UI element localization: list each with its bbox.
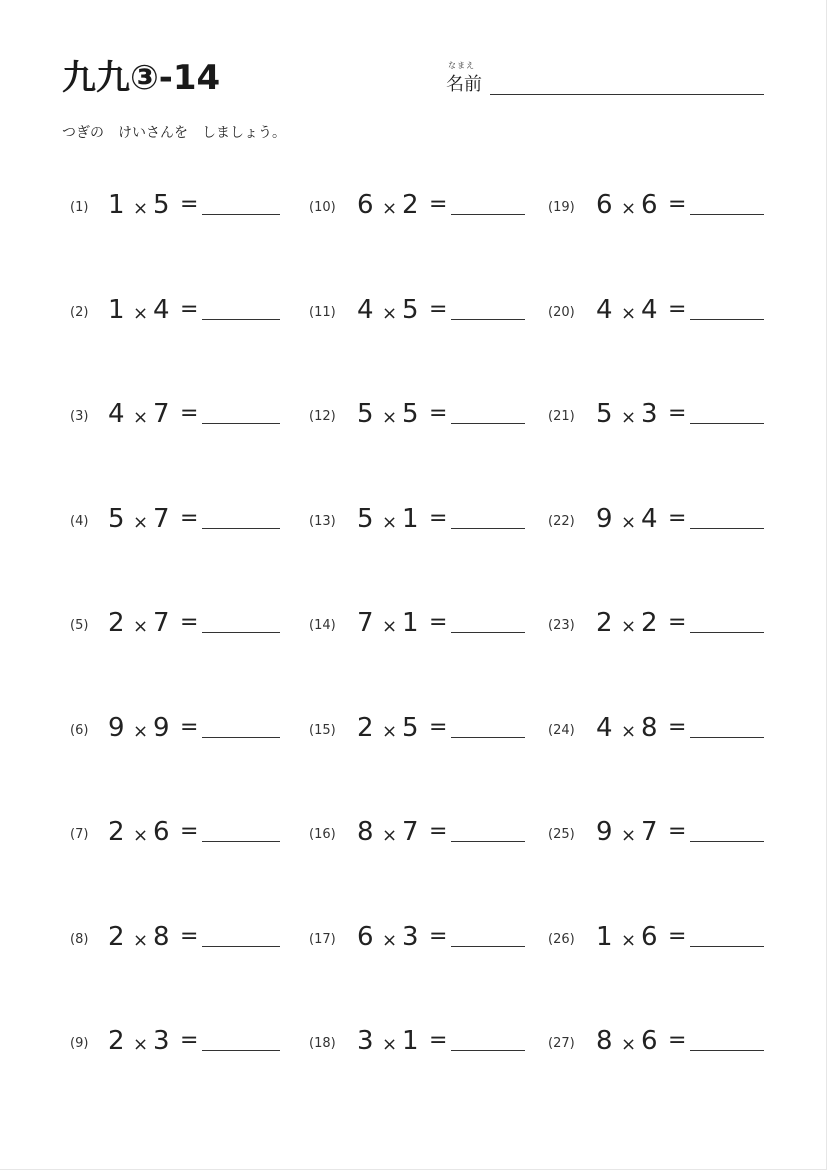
multiplicand: 4 (596, 713, 613, 743)
problem-item (309, 1024, 525, 1064)
problem-item (70, 711, 280, 751)
equals-sign: = (180, 506, 199, 531)
problem-number: (17) (309, 932, 336, 947)
problem-item (309, 188, 525, 228)
multiplicand: 9 (596, 817, 613, 847)
problem-number: (10) (309, 200, 336, 215)
answer-blank[interactable] (451, 214, 525, 215)
multiplier: 6 (641, 1026, 658, 1056)
problem-number: (4) (70, 514, 89, 529)
multiplicand: 5 (596, 399, 613, 429)
problem-item (548, 188, 764, 228)
times-sign: × (621, 930, 637, 951)
times-sign: × (621, 825, 637, 846)
multiplicand: 1 (108, 190, 125, 220)
problem-number: (27) (548, 1036, 575, 1051)
problem-number: (22) (548, 514, 575, 529)
problem-number: (13) (309, 514, 336, 529)
equals-sign: = (429, 1028, 448, 1053)
problem-item (548, 293, 764, 333)
times-sign: × (382, 1034, 398, 1055)
equals-sign: = (429, 924, 448, 949)
equals-sign: = (668, 401, 687, 426)
multiplicand: 2 (108, 922, 125, 952)
problem-item (548, 815, 764, 855)
multiplicand: 4 (596, 295, 613, 325)
equals-sign: = (668, 506, 687, 531)
times-sign: × (621, 616, 637, 637)
answer-blank[interactable] (690, 946, 764, 947)
times-sign: × (133, 407, 149, 428)
multiplier: 7 (153, 504, 170, 534)
answer-blank[interactable] (202, 1050, 280, 1051)
multiplier: 5 (402, 295, 419, 325)
equals-sign: = (429, 610, 448, 635)
problem-item (309, 502, 525, 542)
name-input-line[interactable] (490, 94, 764, 95)
answer-blank[interactable] (690, 1050, 764, 1051)
multiplicand: 5 (108, 504, 125, 534)
multiplier: 7 (641, 817, 658, 847)
times-sign: × (133, 616, 149, 637)
answer-blank[interactable] (451, 946, 525, 947)
multiplicand: 2 (596, 608, 613, 638)
multiplier: 7 (402, 817, 419, 847)
multiplier: 1 (402, 608, 419, 638)
multiplicand: 6 (596, 190, 613, 220)
multiplicand: 1 (596, 922, 613, 952)
times-sign: × (382, 303, 398, 324)
equals-sign: = (429, 401, 448, 426)
times-sign: × (133, 721, 149, 742)
equals-sign: = (429, 192, 448, 217)
problem-item (548, 711, 764, 751)
multiplicand: 2 (108, 1026, 125, 1056)
times-sign: × (382, 721, 398, 742)
equals-sign: = (180, 297, 199, 322)
times-sign: × (621, 303, 637, 324)
times-sign: × (621, 198, 637, 219)
multiplier: 3 (153, 1026, 170, 1056)
problem-item (70, 1024, 280, 1064)
problem-number: (21) (548, 409, 575, 424)
problem-number: (18) (309, 1036, 336, 1051)
times-sign: × (382, 930, 398, 951)
multiplicand: 9 (596, 504, 613, 534)
equals-sign: = (668, 1028, 687, 1053)
answer-blank[interactable] (451, 841, 525, 842)
equals-sign: = (180, 1028, 199, 1053)
problem-number: (25) (548, 827, 575, 842)
equals-sign: = (668, 715, 687, 740)
multiplier: 7 (153, 608, 170, 638)
multiplier: 4 (641, 295, 658, 325)
name-label: 名前 (446, 74, 482, 95)
equals-sign: = (668, 610, 687, 635)
problem-item (70, 606, 280, 646)
multiplicand: 4 (108, 399, 125, 429)
problem-item (70, 293, 280, 333)
multiplicand: 6 (357, 922, 374, 952)
problem-number: (11) (309, 305, 336, 320)
multiplier: 3 (641, 399, 658, 429)
multiplier: 5 (402, 713, 419, 743)
times-sign: × (133, 930, 149, 951)
answer-blank[interactable] (690, 632, 764, 633)
multiplicand: 2 (108, 817, 125, 847)
instruction-text: つぎの けいさんを しましょう。 (62, 125, 286, 141)
times-sign: × (621, 721, 637, 742)
multiplier: 4 (153, 295, 170, 325)
answer-blank[interactable] (451, 737, 525, 738)
equals-sign: = (668, 924, 687, 949)
multiplier: 3 (402, 922, 419, 952)
multiplicand: 7 (357, 608, 374, 638)
problem-item (548, 1024, 764, 1064)
problem-item (548, 397, 764, 437)
equals-sign: = (180, 924, 199, 949)
multiplicand: 5 (357, 399, 374, 429)
answer-blank[interactable] (202, 737, 280, 738)
multiplier: 6 (153, 817, 170, 847)
problem-item (70, 188, 280, 228)
answer-blank[interactable] (451, 528, 525, 529)
times-sign: × (621, 512, 637, 533)
multiplier: 1 (402, 504, 419, 534)
times-sign: × (133, 825, 149, 846)
times-sign: × (382, 512, 398, 533)
problem-number: (16) (309, 827, 336, 842)
problem-item (309, 606, 525, 646)
equals-sign: = (668, 192, 687, 217)
times-sign: × (133, 303, 149, 324)
equals-sign: = (668, 297, 687, 322)
problem-item (70, 815, 280, 855)
problem-item (548, 920, 764, 960)
equals-sign: = (180, 819, 199, 844)
problem-item (309, 397, 525, 437)
times-sign: × (133, 198, 149, 219)
multiplier: 9 (153, 713, 170, 743)
multiplier: 5 (402, 399, 419, 429)
problem-item (548, 606, 764, 646)
answer-blank[interactable] (451, 632, 525, 633)
problem-item (70, 920, 280, 960)
problem-number: (1) (70, 200, 89, 215)
equals-sign: = (180, 192, 199, 217)
multiplicand: 4 (357, 295, 374, 325)
problem-number: (15) (309, 723, 336, 738)
problem-item (548, 502, 764, 542)
answer-blank[interactable] (202, 214, 280, 215)
multiplier: 5 (153, 190, 170, 220)
answer-blank[interactable] (690, 319, 764, 320)
equals-sign: = (429, 297, 448, 322)
multiplicand: 1 (108, 295, 125, 325)
times-sign: × (133, 1034, 149, 1055)
answer-blank[interactable] (690, 841, 764, 842)
answer-blank[interactable] (202, 319, 280, 320)
problem-number: (20) (548, 305, 575, 320)
times-sign: × (382, 825, 398, 846)
answer-blank[interactable] (690, 423, 764, 424)
times-sign: × (133, 512, 149, 533)
equals-sign: = (429, 819, 448, 844)
equals-sign: = (180, 401, 199, 426)
times-sign: × (621, 407, 637, 428)
answer-blank[interactable] (202, 423, 280, 424)
answer-blank[interactable] (451, 319, 525, 320)
times-sign: × (382, 616, 398, 637)
problem-number: (26) (548, 932, 575, 947)
multiplicand: 6 (357, 190, 374, 220)
multiplier: 2 (641, 608, 658, 638)
multiplier: 7 (153, 399, 170, 429)
problem-number: (6) (70, 723, 89, 738)
answer-blank[interactable] (690, 737, 764, 738)
equals-sign: = (180, 610, 199, 635)
problem-number: (14) (309, 618, 336, 633)
problem-item (309, 920, 525, 960)
equals-sign: = (429, 715, 448, 740)
problem-item (70, 502, 280, 542)
multiplicand: 8 (357, 817, 374, 847)
times-sign: × (382, 198, 398, 219)
answer-blank[interactable] (451, 423, 525, 424)
multiplier: 4 (641, 504, 658, 534)
answer-blank[interactable] (690, 214, 764, 215)
problem-number: (2) (70, 305, 89, 320)
times-sign: × (621, 1034, 637, 1055)
problem-number: (5) (70, 618, 89, 633)
problem-item (309, 293, 525, 333)
answer-blank[interactable] (451, 1050, 525, 1051)
problem-number: (19) (548, 200, 575, 215)
multiplier: 6 (641, 190, 658, 220)
multiplier: 8 (153, 922, 170, 952)
multiplicand: 8 (596, 1026, 613, 1056)
multiplicand: 2 (108, 608, 125, 638)
problem-number: (23) (548, 618, 575, 633)
equals-sign: = (429, 506, 448, 531)
multiplicand: 2 (357, 713, 374, 743)
problem-number: (7) (70, 827, 89, 842)
times-sign: × (382, 407, 398, 428)
equals-sign: = (180, 715, 199, 740)
worksheet-title: 九九③-14 (62, 58, 221, 98)
problem-number: (9) (70, 1036, 89, 1051)
equals-sign: = (668, 819, 687, 844)
answer-blank[interactable] (202, 528, 280, 529)
problem-number: (12) (309, 409, 336, 424)
answer-blank[interactable] (202, 946, 280, 947)
answer-blank[interactable] (202, 841, 280, 842)
multiplier: 2 (402, 190, 419, 220)
problem-number: (3) (70, 409, 89, 424)
multiplicand: 9 (108, 713, 125, 743)
problem-number: (24) (548, 723, 575, 738)
problem-item (309, 711, 525, 751)
multiplier: 1 (402, 1026, 419, 1056)
problem-item (309, 815, 525, 855)
problem-item (70, 397, 280, 437)
multiplicand: 5 (357, 504, 374, 534)
answer-blank[interactable] (690, 528, 764, 529)
name-furigana: なまえ (448, 61, 475, 70)
problem-number: (8) (70, 932, 89, 947)
multiplier: 6 (641, 922, 658, 952)
answer-blank[interactable] (202, 632, 280, 633)
multiplicand: 3 (357, 1026, 374, 1056)
multiplier: 8 (641, 713, 658, 743)
